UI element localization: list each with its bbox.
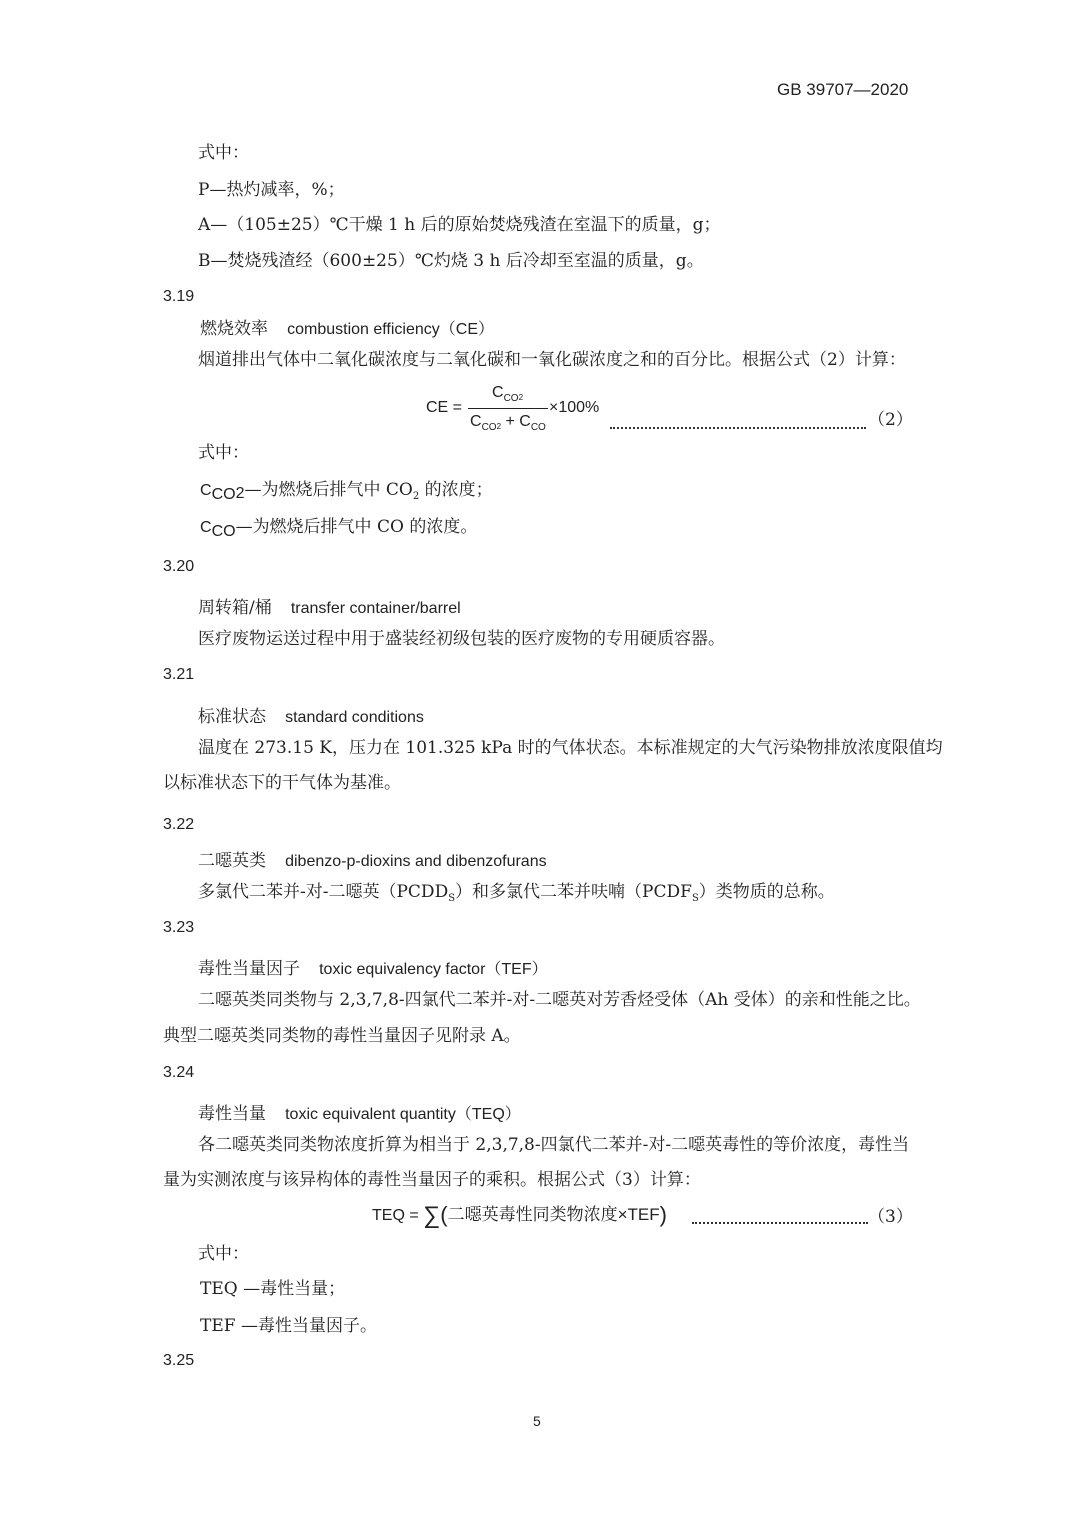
term-definition: 二噁英类同类物与 2,3,7,8-四氯代二苯并-对-二噁英对芳香烃受体（Ah 受体）的亲和性能之比。	[198, 990, 921, 1010]
formula-ce	[426, 386, 626, 436]
term-heading	[198, 954, 548, 979]
formula-numerator: $C_{CO}2$	[492, 384, 524, 404]
variable-cco2-desc: CCO2—为燃烧后排气中 $CO_2$ 的浓度；	[200, 480, 493, 503]
term-english: dibenzo-p-dioxins and dibenzofurans	[285, 853, 547, 870]
variable-teq-desc: TEQ —毒性当量；	[200, 1279, 346, 1299]
term-definition-cont: 典型二噁英类同类物的毒性当量因子见附录 A。	[163, 1026, 521, 1046]
clause-number: 3.20	[163, 558, 195, 575]
term-chinese: 毒性当量因子	[198, 959, 300, 979]
term-heading	[198, 593, 461, 618]
formula-number: （2）	[868, 410, 913, 430]
term-chinese: 周转箱/桶	[198, 598, 272, 618]
term-chinese: 燃烧效率	[200, 319, 268, 339]
formula-number: （3）	[868, 1207, 913, 1227]
where-label: 式中：	[198, 1244, 249, 1264]
term-heading	[200, 314, 494, 339]
term-english: transfer container/barrel	[290, 600, 461, 617]
clause-number: 3.19	[163, 288, 195, 305]
term-chinese: 毒性当量	[198, 1104, 266, 1124]
variable-b-desc: B—焚烧残渣经（600±25）℃灼烧 3 h 后冷却至室温的质量，g。	[198, 251, 704, 271]
term-heading	[198, 846, 547, 871]
term-definition-cont: 量为实测浓度与该异构体的毒性当量因子的乘积。根据公式（3）计算：	[163, 1170, 701, 1190]
where-label: 式中：	[198, 443, 249, 463]
page-number: 5	[533, 1413, 541, 1429]
term-definition: 烟道排出气体中二氧化碳浓度与二氧化碳和一氧化碳浓度之和的百分比。根据公式（2）计算：	[198, 350, 906, 370]
clause-number: 3.25	[163, 1352, 195, 1369]
fraction-bar	[468, 408, 548, 409]
sigma-symbol: ∑	[423, 1202, 441, 1229]
term-definition: 温度在 273.15 K，压力在 101.325 kPa 时的气体状态。本标准规定的大气污染物排放浓度限值均	[198, 738, 943, 758]
term-definition: 各二噁英类同类物浓度折算为相当于 2,3,7,8-四氯代二苯并-对-二噁英毒性的等价浓度，毒性当	[198, 1135, 910, 1155]
variable-tef-desc: TEF —毒性当量因子。	[200, 1316, 377, 1336]
formula-lhs: CE =	[426, 399, 463, 416]
formula-denominator: $C_{CO}2 + C_{CO}$	[470, 413, 546, 433]
formula-leader-dots	[610, 427, 866, 429]
term-english: combustion efficiency（CE）	[287, 321, 494, 338]
term-english: toxic equivalency factor（TEF）	[319, 961, 548, 978]
variable-cco-desc: CCO—为燃烧后排气中 CO 的浓度。	[200, 517, 478, 540]
clause-number: 3.24	[163, 1064, 195, 1081]
term-heading	[198, 1099, 521, 1124]
formula-times: ×100%	[549, 399, 600, 416]
variable-a-desc: A—（105±25）℃干燥 1 h 后的原始焚烧残渣在室温下的质量，g；	[198, 215, 721, 235]
clause-number: 3.21	[163, 666, 195, 683]
term-definition: 多氯代二苯并-对-二噁英$(PCDD_S)$和多氯代二苯并呋喃$(PCDF_S)$类物质的总称。	[198, 882, 835, 904]
term-heading	[198, 702, 424, 727]
standard-code: GB 39707—2020	[777, 80, 909, 99]
clause-number: 3.22	[163, 816, 195, 833]
where-label: 式中：	[198, 143, 249, 163]
term-chinese: 二噁英类	[198, 851, 266, 871]
term-english: standard conditions	[285, 709, 424, 726]
clause-number: 3.23	[163, 919, 195, 936]
term-english: toxic equivalent quantity（TEQ）	[285, 1106, 521, 1123]
formula-teq: TEQ = ∑(二噁英毒性同类物浓度×TEF)	[372, 1202, 667, 1229]
term-definition: 医疗废物运送过程中用于盛装经初级包装的医疗废物的专用硬质容器。	[198, 629, 725, 649]
formula-leader-dots	[692, 1222, 868, 1224]
term-definition-cont: 以标准状态下的干气体为基准。	[163, 773, 401, 793]
variable-p-desc: P—热灼减率，%；	[198, 180, 345, 200]
term-chinese: 标准状态	[198, 707, 266, 727]
